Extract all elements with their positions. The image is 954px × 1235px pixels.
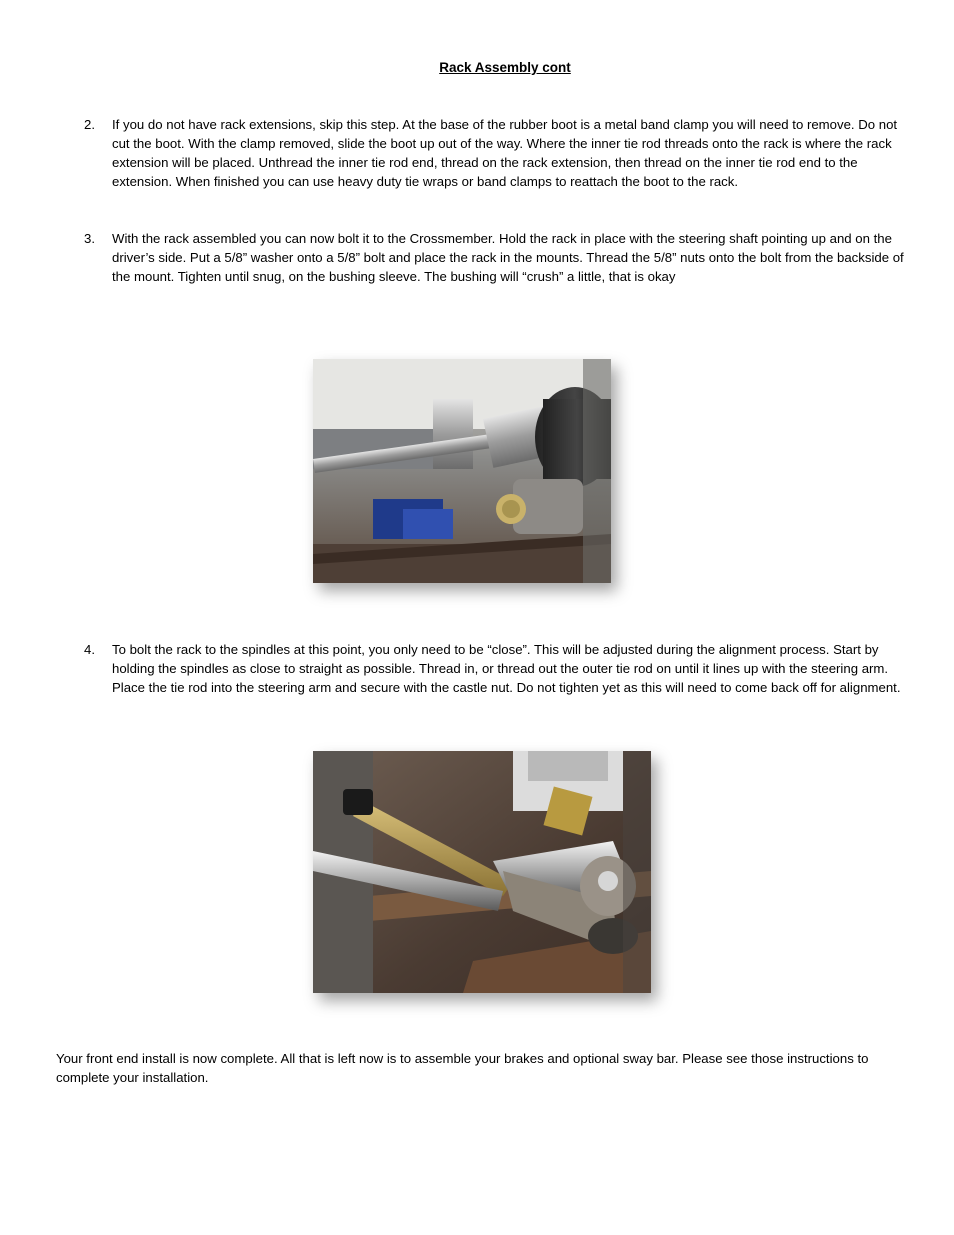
step-number: 3.: [84, 231, 95, 246]
rack-mount-photo: [313, 359, 611, 583]
step-4: [84, 640, 904, 697]
step-3: [84, 229, 904, 286]
step-text: If you do not have rack extensions, skip this step. At the base of the rubber boot is a metal band clamp you will need to remove. Do not cut the boot. With the clamp removed, slide the boot up out of the way. Where the inner tie rod threads onto the rack is where the rack extension will be placed. Unthread the inner tie rod end, thread on the rack extension, then thread on the inner tie rod end to the extension. When finished you can use heavy duty tie wraps or band clamps to reattach the boot to the rack.: [112, 117, 898, 189]
step-2: [84, 115, 904, 191]
page-title: Rack Assembly cont: [439, 60, 571, 75]
step-text: To bolt the rack to the spindles at this point, you only need to be “close”. This will be adjusted during the alignment process. Start by holding the spindles as close to straight as possible. Thread in, or thread out the outer tie rod on until it lines up with the steering arm. Place the tie rod into the steering arm and secure with the castle nut. Do not tighten yet as this will need to come back off for alignment.: [112, 642, 901, 695]
step-text: With the rack assembled you can now bolt it to the Crossmember. Hold the rack in place with the steering shaft pointing up and on the driver’s side. Put a 5/8” washer onto a 5/8” bolt and place the rack in the mounts. Thread the 5/8” nuts onto the bolt from the backside of the mount. Tighten until snug, on the bushing sleeve. The bushing will “crush” a little, that is okay: [112, 231, 904, 284]
closing-paragraph: Your front end install is now complete. All that is left now is to assemble your brakes and optional sway bar. Please see those instructions to complete your installation.: [56, 1051, 869, 1085]
tie-rod-photo: [313, 751, 651, 993]
step-number: 2.: [84, 117, 95, 132]
step-number: 4.: [84, 642, 95, 657]
